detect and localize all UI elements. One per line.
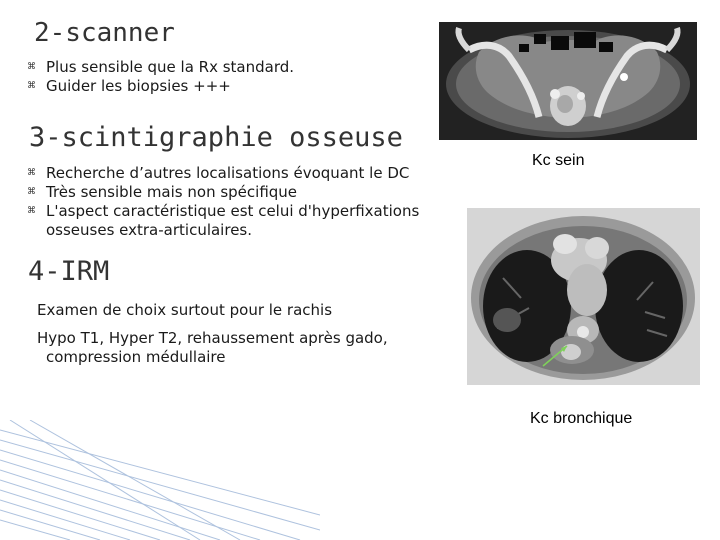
- ct-scan-pelvis-image: [439, 22, 697, 140]
- scanner-bullets: [27, 58, 427, 96]
- list-item: ⌘ L'aspect caractéristique est celui d'hyperfixations osseuses extra-articulaires.: [27, 202, 420, 239]
- bullet-icon: ⌘: [27, 81, 36, 91]
- irm-line-1: Examen de choix surtout pour le rachis: [37, 301, 333, 319]
- scinti-bullets: [27, 164, 437, 240]
- bullet-icon: ⌘: [27, 62, 36, 72]
- list-item: ⌘ Guider les biopsies +++: [27, 77, 231, 95]
- decorative-corner-lines: [0, 420, 320, 540]
- heading-scintigraphie: 3-scintigraphie osseuse: [29, 122, 403, 153]
- heading-scanner: 2-scanner: [34, 18, 175, 48]
- bullet-icon: ⌘: [27, 168, 36, 178]
- list-item: ⌘ Plus sensible que la Rx standard.: [27, 58, 295, 76]
- ct-scan-thorax-image: [467, 208, 700, 385]
- list-item: ⌘ Recherche d’autres localisations évoquant le DC: [27, 164, 410, 182]
- bullet-icon: ⌘: [27, 187, 36, 197]
- heading-irm: 4-IRM: [28, 256, 110, 287]
- pelvis-caption: Kc sein: [532, 152, 585, 169]
- irm-line-2: Hypo T1, Hyper T2, rehaussement après gado, compression médullaire: [37, 329, 388, 366]
- thorax-caption: Kc bronchique: [530, 410, 633, 427]
- bullet-icon: ⌘: [27, 206, 36, 216]
- list-item: ⌘ Très sensible mais non spécifique: [27, 183, 298, 201]
